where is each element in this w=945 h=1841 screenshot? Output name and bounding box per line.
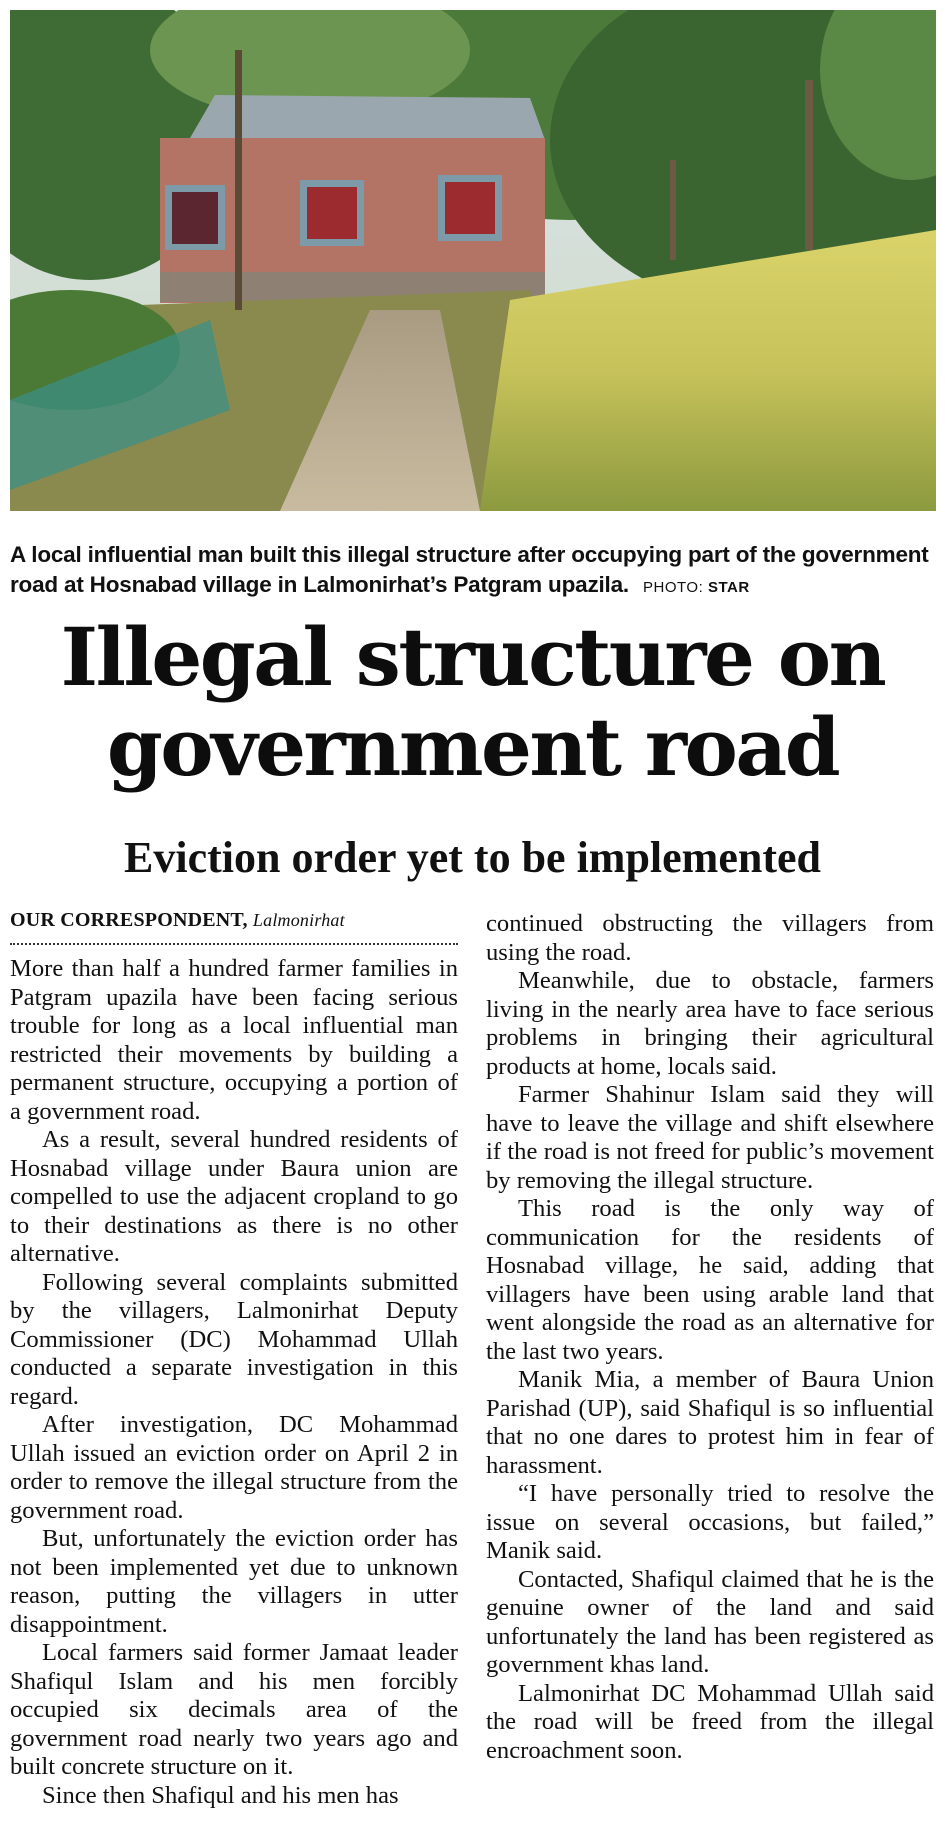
caption-text: A local influential man built this illegal structure after occupying part of the government road at Hosnabad village in Lalmonirhat’s Patgram upazila.: [10, 542, 929, 597]
byline: [10, 907, 458, 945]
paragraph: Contacted, Shafiqul claimed that he is the genuine owner of the land and said unfortunately the land has been registered as government khas land.: [486, 1565, 934, 1678]
photo-caption: [10, 540, 936, 603]
paragraph: Following several complaints submitted by the villagers, Lalmonirhat Deputy Commissioner (DC) Mohammad Ullah conducted a separate investigation in this regard.: [10, 1268, 458, 1410]
byline-location: Lalmonirhat: [252, 910, 345, 930]
headline-line-1: Illegal structure on: [60, 610, 885, 704]
headline: [0, 612, 945, 792]
article-column-left: [10, 907, 458, 1810]
headline-line-2: government road: [106, 700, 839, 794]
photo-illustration: [10, 10, 936, 511]
subheadline: Eviction order yet to be implemented: [124, 833, 821, 882]
paragraph: Lalmonirhat DC Mohammad Ullah said the road will be freed from the illegal encroachment soon.: [486, 1679, 934, 1764]
paragraph: “I have personally tried to resolve the issue on several occasions, but failed,” Manik said.: [486, 1480, 934, 1564]
paragraph: But, unfortunately the eviction order has not been implemented yet due to unknown reason, putting the villagers in utter disappointment.: [10, 1525, 458, 1638]
photo-credit-source: STAR: [707, 579, 750, 596]
house-by-road-photo-icon: [10, 10, 936, 511]
paragraph: More than half a hundred farmer families in Patgram upazila have been facing serious trouble for long as a local influential man restricted their movements by building a permanent structure, occupying a portion of a government road.: [10, 955, 458, 1125]
photo-credit: [643, 579, 750, 596]
paragraph: After investigation, DC Mohammad Ullah issued an eviction order on April 2 in order to remove the illegal structure from the government road.: [10, 1411, 458, 1524]
paragraph: Farmer Shahinur Islam said they will have to leave the village and shift elsewhere if the road is not freed for public’s movement by removing the illegal structure.: [486, 1081, 934, 1194]
paragraph: Since then Shafiqul and his men has: [42, 1781, 399, 1809]
byline-author: OUR CORRESPONDENT,: [10, 909, 248, 931]
paragraph: As a result, several hundred residents of Hosnabad village under Baura union are compelled to use the adjacent cropland to go to their destinations as there is no other alternative.: [10, 1126, 458, 1267]
article-column-right: [486, 910, 934, 1765]
paragraph: Manik Mia, a member of Baura Union Parishad (UP), said Shafiqul is so influential that no one dares to protest him in fear of harassment.: [486, 1366, 934, 1479]
paragraph: continued obstructing the villagers from using the road.: [486, 910, 934, 966]
photo-credit-label: PHOTO:: [643, 579, 704, 596]
paragraph: This road is the only way of communication for the residents of Hosnabad village, he said, adding that villagers have been using arable land that went alongside the road as an alternative for the last two years.: [486, 1195, 934, 1365]
paragraph: Meanwhile, due to obstacle, farmers living in the nearly area have to face serious problems in bringing their agricultural products at home, locals said.: [486, 967, 934, 1080]
paragraph: Local farmers said former Jamaat leader Shafiqul Islam and his men forcibly occupied six decimals area of the government road nearly two years ago and built concrete structure on it.: [10, 1639, 458, 1780]
